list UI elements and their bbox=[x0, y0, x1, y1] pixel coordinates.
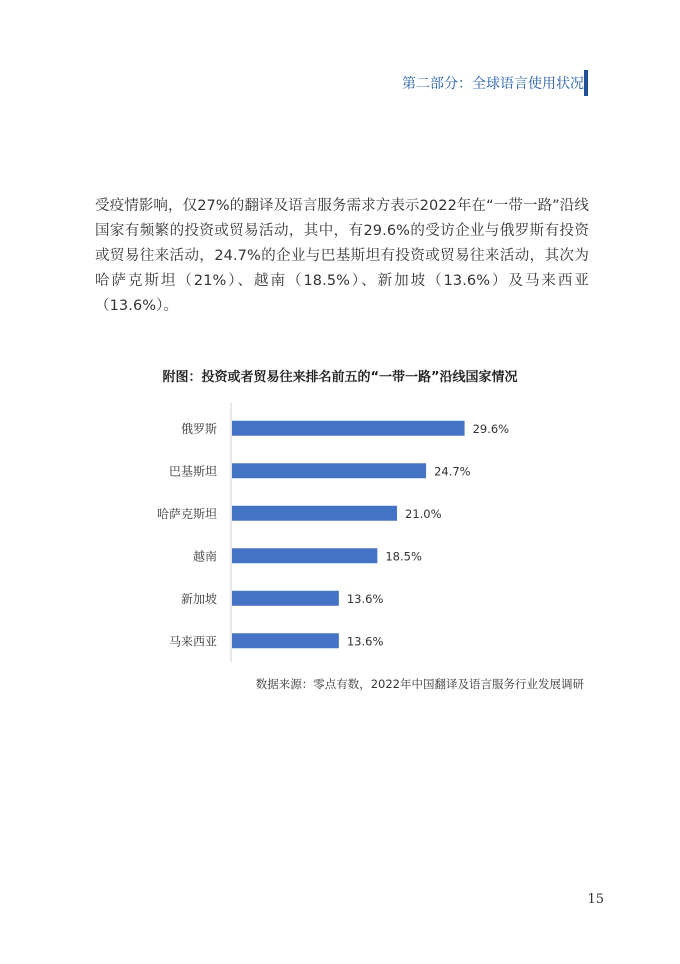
category-label: 巴基斯坦 bbox=[168, 464, 217, 479]
bar-value-label: 24.7% bbox=[434, 464, 471, 479]
bar-value-label: 29.6% bbox=[472, 421, 510, 436]
page-number: 15 bbox=[587, 892, 604, 907]
bar bbox=[232, 463, 426, 478]
bar bbox=[232, 548, 377, 563]
bar bbox=[232, 591, 339, 606]
bar-value-label: 13.6% bbox=[346, 634, 384, 649]
bar bbox=[232, 421, 465, 436]
category-label: 越南 bbox=[192, 549, 217, 564]
category-label: 俄罗斯 bbox=[180, 421, 217, 436]
body-paragraph: 受疫情影响，仅27%的翻译及语言服务需求方表示2022年在“一带一路”沿线国家有频繁的投资或贸易活动，其中，有29.6%的受访企业与俄罗斯有投资或贸易往来活动，24.7%的企业与巴基斯坦有投资或贸易往来活动，其次为哈萨克斯坦（21%）、越南（18.5%）、新加坡（13.6%）及马来西亚（13.6%）。 bbox=[95, 198, 589, 314]
bar-value-label: 18.5% bbox=[385, 549, 422, 564]
chart-title: 附图：投资或者贸易往来排名前五的“一带一路”沿线国家情况 bbox=[162, 370, 518, 385]
bar-value-label: 13.6% bbox=[346, 591, 384, 606]
bar-chart bbox=[0, 395, 680, 667]
chart-source: 数据来源：零点有数，2022年中国翻译及语言服务行业发展调研 bbox=[255, 677, 584, 691]
bar bbox=[232, 506, 397, 521]
category-label: 马来西亚 bbox=[168, 634, 217, 649]
bar-value-label: 21.0% bbox=[405, 506, 442, 521]
section-title: 第二部分：全球语言使用状况 bbox=[402, 76, 584, 92]
category-label: 哈萨克斯坦 bbox=[156, 506, 217, 521]
category-label: 新加坡 bbox=[180, 591, 217, 606]
section-title-accent-bar bbox=[584, 70, 588, 96]
bar bbox=[232, 633, 339, 648]
